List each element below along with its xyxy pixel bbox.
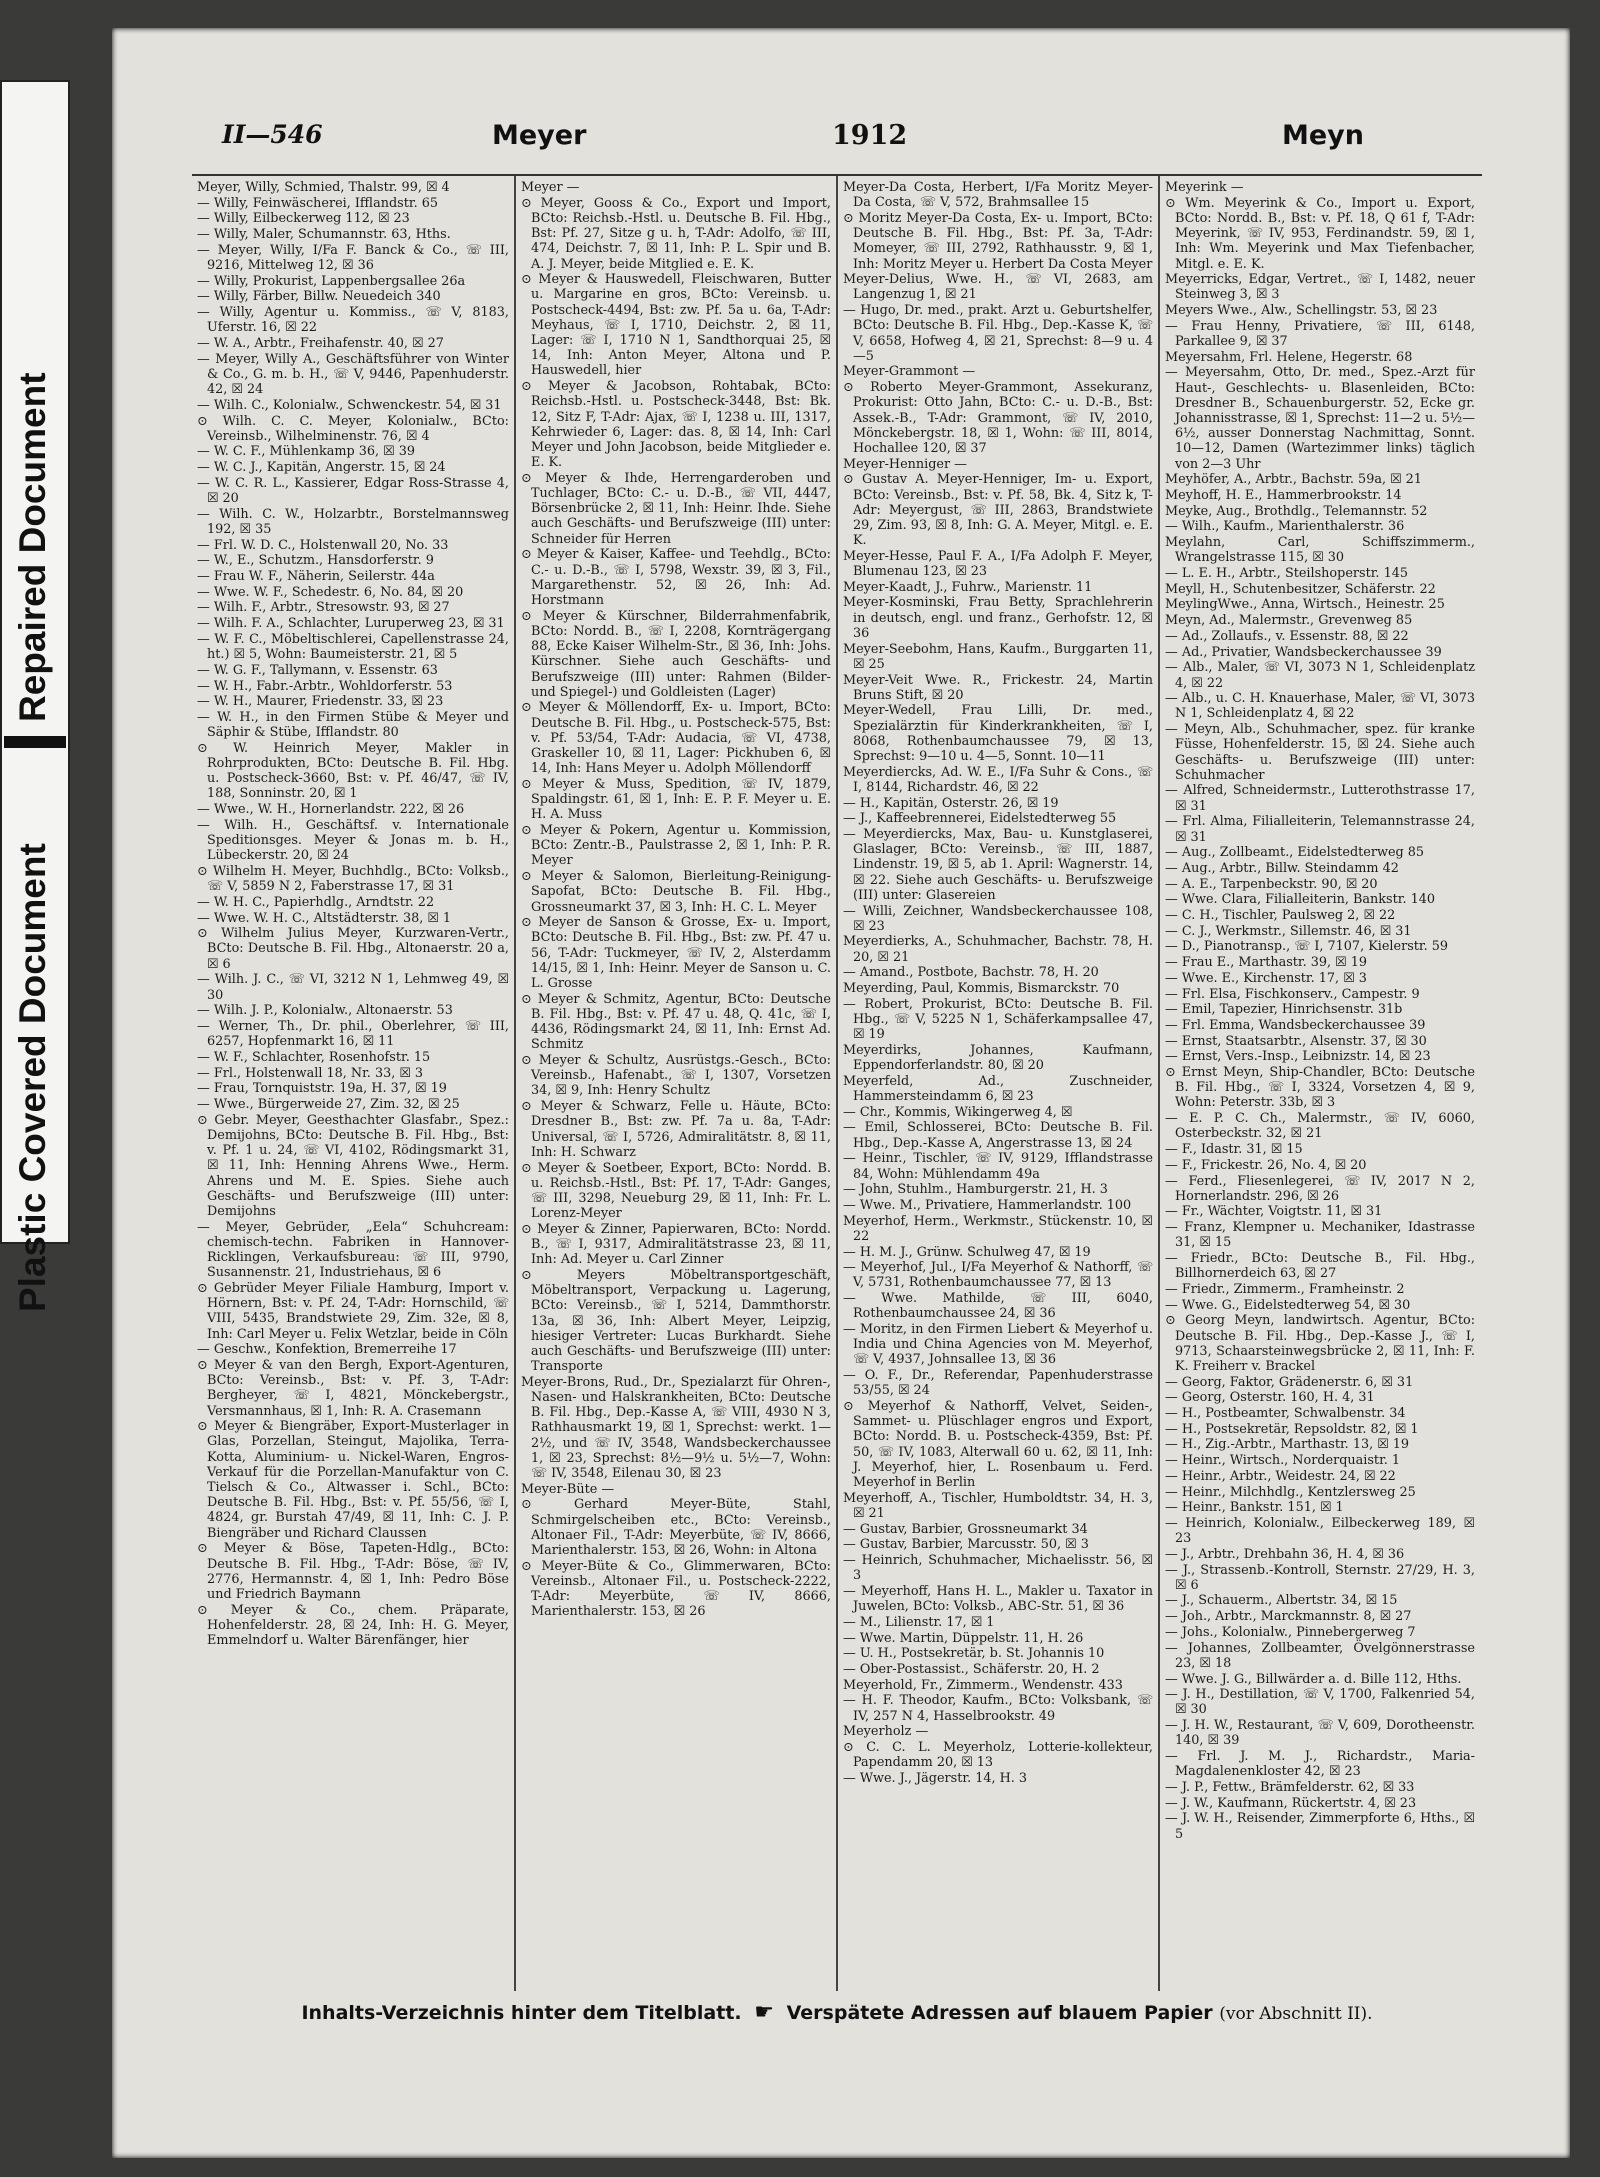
directory-entry: — Franz, Klempner u. Mechaniker, Idastrasse 31, ☒ 15 — [1165, 1220, 1475, 1251]
header-left-word: Meyer — [492, 120, 587, 151]
directory-entry: Meyersahm, Frl. Helene, Hegerstr. 68 — [1165, 349, 1413, 365]
directory-entry: — Wwe. G., Eidelstedterweg 54, ☒ 30 — [1165, 1297, 1411, 1313]
directory-entry: ⊙ Meyer & Kürschner, Bilderrahmenfabrik, BCto: Nordd. B., ☏ I, 2208, Kornträgergang 88, Ecke Kaiser Wilhelm-Str., ☒ 36, Inh: Johs. Kürschner. Siehe auch Geschäfts- und Berufszweige (III) unter: Rahmen (Bilder- und Spiegel-) und Goldleisten (Lager) — [521, 608, 831, 700]
directory-entry: Meyer-Brons, Rud., Dr., Spezialarzt für Ohren-, Nasen- und Halskrankheiten, BCto: Deutsche B. Fil. Hbg., Dep.-Kasse A, ☏ VIII, 4930 N 3, Rathhausmarkt 19, ☒ 1, Sprechst: werkt. 1—2½, und ☏ IV, 3548, Wandsbeckerchaussee 1, ☒ 23, Sprechst: 8½—9½ u. 5½—7, Wohn: ☏ IV, 3548, Eilenau 30, ☒ 23 — [521, 1374, 831, 1482]
directory-entry: Meyer-Delius, Wwe. H., ☏ VI, 2683, am Langenzug 1, ☒ 21 — [843, 272, 1153, 303]
directory-entry: — A. E., Tarpenbeckstr. 90, ☒ 20 — [1165, 876, 1378, 892]
footer-text-right: Verspätete Adressen auf blauem Papier — [786, 2002, 1213, 2024]
directory-entry: Meyer-Grammont — — [843, 364, 976, 380]
side-label-divider — [4, 736, 66, 748]
directory-entry: — Frau, Tornquiststr. 19a, H. 37, ☒ 19 — [197, 1081, 447, 1097]
directory-entry: — J., Kaffeebrennerei, Eidelstedterweg 55 — [843, 811, 1117, 827]
directory-entry: MeylingWwe., Anna, Wirtsch., Heinestr. 25 — [1165, 597, 1445, 613]
directory-entry: ⊙ Meyer & Muss, Spedition, ☏ IV, 1879, Spaldingstr. 61, ☒ 1, Inh: E. P. F. Meyer u. E. H. A. Muss — [521, 776, 831, 823]
directory-entry: — Wilh. C. W., Holzarbtr., Borstelmannsweg 192, ☒ 35 — [197, 506, 509, 537]
directory-entry: ⊙ Gebrüder Meyer Filiale Hamburg, Import v. Hörnern, Bst: v. Pf. 24, T-Adr: Hornschild, ☏ VIII, 5435, Brandstwiete 29, Zim. 32e, ☒ 8, Inh: Carl Meyer u. Felix Wetzlar, beide in Cöln — [197, 1280, 509, 1342]
directory-entry: — Johs., Kolonialw., Pinnebergerweg 7 — [1165, 1624, 1416, 1640]
column-3 — [836, 176, 1158, 1991]
directory-entry: — Wilh. C., Kolonialw., Schwenckestr. 54, ☒ 31 — [197, 397, 502, 413]
directory-entry: ⊙ Meyers Möbeltransportgeschäft, Möbeltransport, Verpackung u. Lagerung, BCto: Vereinsb., ☏ I, 5214, Dammthorstr. 13a, ☒ 36, Inh: Albert Meyer, Leipzig, hiesiger Vertreter: Lucas Burkhardt. Siehe auch Geschäfts- und Berufszweige (III) unter: Transporte — [521, 1267, 831, 1375]
directory-entry: Meyerhof, Herm., Werkmstr., Stückenstr. 10, ☒ 22 — [843, 1213, 1153, 1244]
directory-entry: — Meyerdiercks, Max, Bau- u. Kunstglaserei, Glaslager, BCto: Vereinsb., ☏ III, 1887, Lindenstr. 19, ☒ 5, ab 1. April: Wagnerstr. 14, ☒ 22. Siehe auch Geschäfts- u. Berufszweige (III) unter: Glasereien — [843, 827, 1153, 903]
directory-entry: Meyer, Willy, Schmied, Thalstr. 99, ☒ 4 — [197, 180, 450, 195]
directory-entry: — W. C. R. L., Kassierer, Edgar Ross-Strasse 4, ☒ 20 — [197, 475, 509, 507]
side-label-strip — [0, 80, 70, 1312]
directory-entry: — Heinr., Wirtsch., Norderquaistr. 1 — [1165, 1453, 1401, 1469]
directory-entry: — J., Arbtr., Drehbahn 36, H. 4, ☒ 36 — [1165, 1546, 1405, 1562]
directory-entry: — Friedr., BCto: Deutsche B., Fil. Hbg., Billhornerdeich 63, ☒ 27 — [1165, 1251, 1475, 1282]
directory-entry: — Wwe., Bürgerweide 27, Zim. 32, ☒ 25 — [197, 1096, 460, 1112]
directory-entry: — Joh., Arbtr., Marckmannstr. 8, ☒ 27 — [1165, 1609, 1412, 1625]
directory-entry: — Frl., Holstenwall 18, Nr. 33, ☒ 3 — [197, 1065, 424, 1081]
directory-entry: — Meyer, Willy A., Geschäftsführer von Winter & Co., G. m. b. H., ☏ V, 9446, Papenhuderstr. 42, ☒ 24 — [197, 351, 509, 398]
directory-entry: Meyer-Seebohm, Hans, Kaufm., Burggarten 11, ☒ 25 — [843, 641, 1153, 672]
running-header — [192, 120, 1482, 170]
directory-entry: — W. F. C., Möbeltischlerei, Capellenstrasse 24, ht.) ☒ 5, Wohn: Baumeisterstr. 21, ☒ 5 — [197, 631, 509, 663]
directory-entry: — C. J., Werkmstr., Sillemstr. 46, ☒ 31 — [1165, 923, 1412, 939]
directory-entry: — Geschw., Konfektion, Bremerreihe 17 — [197, 1342, 457, 1358]
directory-entry: — Frl. J. M. J., Richardstr., Maria-Magdalenenkloster 42, ☒ 23 — [1165, 1749, 1475, 1780]
page-content — [192, 120, 1482, 2070]
directory-entry: — Ernst, Vers.-Insp., Leibnizstr. 14, ☒ 23 — [1165, 1049, 1431, 1065]
directory-entry: — Wilh. H., Geschäftsf. v. Internationale Speditionsges. Meyer & Jonas m. b. H., Lübeckerstr. 20, ☒ 24 — [197, 817, 509, 864]
footer-text-left: Inhalts-Verzeichnis hinter dem Titelblatt. — [301, 2002, 742, 2024]
directory-entry: ⊙ Wilhelm H. Meyer, Buchhdlg., BCto: Volksb., ☏ V, 5859 N 2, Faberstrasse 17, ☒ 31 — [197, 863, 509, 895]
directory-entry: ⊙ Meyer & Jacobson, Rohtabak, BCto: Reichsb.-Hstl. u. Postscheck-3448, Bst: Bk. 12, Sitz F, T-Adr: Ajax, ☏ I, 1238 u. III, 1317, Kehrwieder 6, Lager: das. 8, ☒ 14, Inh: Carl Meyer und John Jacobson, beide Mitglieder e. E. K. — [521, 379, 831, 471]
column-4 — [1158, 176, 1480, 1991]
directory-entry: — F., Frickestr. 26, No. 4, ☒ 20 — [1165, 1157, 1367, 1173]
directory-entry: — Wwe. W. F., Schedestr. 6, No. 84, ☒ 20 — [197, 584, 464, 600]
directory-entry: — J., Schauerm., Albertstr. 34, ☒ 15 — [1165, 1593, 1398, 1609]
directory-entry: Meyer-Da Costa, Herbert, I/Fa Moritz Meyer-Da Costa, ☏ V, 572, Brahmsallee 15 — [843, 180, 1153, 211]
directory-entry: — Gustav, Barbier, Grossneumarkt 34 — [843, 1521, 1088, 1537]
directory-entry: Meyerfeld, Ad., Zuschneider, Hammersteindamm 6, ☒ 23 — [843, 1073, 1153, 1104]
directory-entry: ⊙ Meyer & Biengräber, Export-Musterlager in Glas, Porzellan, Steingut, Majolika, Terra-Kotta, Aluminium- u. Nickel-Waren, Engros-Verkauf für die Porzellan-Manufaktur von C. Tielsch & Co., Altwasser i. Schl., BCto: Deutsche B. Fil. Hbg., Bst: v. Pf. 55/56, ☏ I, 4824, gr. Burstah 47/49, ☒ 11, Inh: C. J. P. Biengräber und Richard Claussen — [197, 1419, 509, 1541]
directory-entry: — Georg, Osterstr. 160, H. 4, 31 — [1165, 1390, 1375, 1406]
directory-entry: — Meyer, Willy, I/Fa F. Banck & Co., ☏ III, 9216, Mittelweg 12, ☒ 36 — [197, 242, 509, 274]
directory-entry: — W. A., Arbtr., Freihafenstr. 40, ☒ 27 — [197, 336, 444, 352]
directory-entry: — L. E. H., Arbtr., Steilshoperstr. 145 — [1165, 566, 1408, 582]
directory-entry: ⊙ Meyer & Böse, Tapeten-Hdlg., BCto: Deutsche B. Fil. Hbg., T-Adr: Böse, ☏ IV, 2776, Hermannstr. 4, ☒ 1, Inh: Pedro Böse und Friedrich Baymann — [197, 1541, 509, 1602]
directory-entry: — Emil, Schlosserei, BCto: Deutsche B. Fil. Hbg., Dep.-Kasse A, Angerstrasse 13, ☒ 24 — [843, 1120, 1153, 1151]
directory-entry: — Willy, Agentur u. Kommiss., ☏ V, 8183, Uferstr. 16, ☒ 22 — [197, 305, 509, 336]
directory-entry: — W. F., Schlachter, Rosenhofstr. 15 — [197, 1049, 431, 1065]
directory-entry: Meyerdirks, Johannes, Kaufmann, Eppendorferlandstr. 80, ☒ 20 — [843, 1042, 1153, 1074]
directory-entry: — H. F. Theodor, Kaufm., BCto: Volksbank, ☏ IV, 257 N 4, Hasselbrookstr. 49 — [843, 1693, 1153, 1724]
directory-entry: — Meyerhof, Jul., I/Fa Meyerhof & Nathorff, ☏ V, 5731, Rothenbaumchaussee 77, ☒ 13 — [843, 1260, 1153, 1291]
directory-entry: ⊙ Ernst Meyn, Ship-Chandler, BCto: Deutsche B. Fil. Hbg., ☏ I, 3324, Vorsetzen 4, ☒ 9, Wohn: Peterstr. 33b, ☒ 3 — [1165, 1065, 1475, 1111]
directory-entry: Meyke, Aug., Brothdlg., Telemannstr. 52 — [1165, 503, 1428, 519]
directory-entry: — Wwe. Martin, Düppelstr. 11, H. 26 — [843, 1630, 1084, 1646]
directory-entry: ⊙ Meyer & Kaiser, Kaffee- und Teehdlg., BCto: C.- u. D.-B., ☏ I, 5798, Wexstr. 39, ☒ 3, Fil., Margarethenstr. 52, ☒ 26, Inh: Ad. Horstmann — [521, 547, 831, 608]
directory-entry: — Meyn, Alb., Schuhmacher, spez. für kranke Füsse, Hohenfelderstr. 15, ☒ 24. Siehe auch Geschäfts- u. Berufszweige (III) unter: Schuhmacher — [1165, 722, 1475, 783]
directory-entry: — Heinrich, Kolonialw., Eilbeckerweg 189, ☒ 23 — [1165, 1515, 1475, 1547]
side-label-plastic: Plastic Covered Document — [12, 843, 53, 1312]
directory-entry: Meyer-Kosminski, Frau Betty, Sprachlehrerin in deutsch, engl. und franz., Gerhofstr. 12, ☒ 36 — [843, 595, 1153, 641]
directory-entry: — Frl. Emma, Wandsbeckerchaussee 39 — [1165, 1017, 1426, 1033]
directory-entry: ⊙ Meyer & Ihde, Herrengarderoben und Tuchlager, BCto: C.- u. D.-B., ☏ VII, 4447, Börsenbrücke 2, ☒ 11, Inh: Heinr. Ihde. Siehe auch Geschäfts- und Berufszweige (III) unter: Schneider für Herren — [521, 470, 831, 547]
header-right-word: Meyn — [1282, 120, 1365, 151]
directory-entry: — Frl. Elsa, Fischkonserv., Campestr. 9 — [1165, 986, 1420, 1002]
columns — [192, 174, 1482, 1991]
directory-entry: Meyer-Büte — — [521, 1481, 615, 1497]
directory-entry: ⊙ Wilh. C. C. Meyer, Kolonialw., BCto: Vereinsb., Wilhelminenstr. 76, ☒ 4 — [197, 413, 509, 444]
directory-entry: — W. H., Maurer, Friedenstr. 33, ☒ 23 — [197, 694, 444, 710]
directory-entry: — Ad., Zollaufs., v. Essenstr. 88, ☒ 22 — [1165, 628, 1409, 644]
directory-entry: — Willy, Prokurist, Lappenbergsallee 26a — [197, 273, 466, 289]
directory-entry: ⊙ Meyer & van den Bergh, Export-Agenturen, BCto: Vereinsb., Bst: v. Pf. 3, T-Adr: Bergheyer, ☏ I, 4821, Mönckebergstr., Versmannhaus, ☒ 1, Inh: R. A. Crasemann — [197, 1357, 509, 1419]
directory-entry: — Alb., u. C. H. Knauerhase, Maler, ☏ VI, 3073 N 1, Schleidenplatz 4, ☒ 22 — [1165, 691, 1475, 722]
directory-page — [112, 28, 1570, 2158]
directory-entry: ⊙ Meyer & Schultz, Ausrüstgs.-Gesch., BCto: Vereinsb., Hafenabt., ☏ I, 1307, Vorsetzen 34, ☒ 9, Inh: Henry Schultz — [521, 1053, 831, 1099]
directory-entry: — W. H. C., Papierhdlg., Arndtstr. 22 — [197, 894, 435, 910]
directory-entry: ⊙ Meyer & Pokern, Agentur u. Kommission, BCto: Zentr.-B., Paulstrasse 2, ☒ 1, Inh: P. R. Meyer — [521, 823, 831, 869]
directory-entry: — Robert, Prokurist, BCto: Deutsche B. Fil. Hbg., ☏ V, 5225 N 1, Schäferkampsallee 47, ☒ 19 — [843, 996, 1153, 1043]
directory-entry: — Aug., Arbtr., Billw. Steindamm 42 — [1165, 860, 1399, 876]
directory-entry: ⊙ Gustav A. Meyer-Henniger, Im- u. Export, BCto: Vereinsb., Bst: v. Pf. 58, Bk. 4, Sitz k, T-Adr: Meyergust, ☏ III, 2863, Brandstwiete 29, Zim. 93, ☒ 8, Inh: G. A. Meyer, Mitgl. e. E. K. — [843, 472, 1153, 549]
directory-entry: ⊙ Meyer & Salomon, Bierleitung-Reinigung-Sapofat, BCto: Deutsche B. Fil. Hbg., Grossneumarkt 37, ☒ 3, Inh: H. C. L. Meyer — [521, 869, 831, 915]
directory-entry: Meyerholz — — [843, 1724, 929, 1740]
directory-entry: ⊙ Georg Meyn, landwirtsch. Agentur, BCto: Deutsche B. Fil. Hbg., Dep.-Kasse J., ☏ I, 9713, Schaarsteinwegsbrücke 2, ☒ 11, Inh: F. K. Freiherr v. Brackel — [1165, 1313, 1475, 1374]
page-footer — [192, 2000, 1482, 2034]
directory-entry: Meyerding, Paul, Kommis, Bismarckstr. 70 — [843, 981, 1120, 997]
directory-entry: — H., Zig.-Arbtr., Marthastr. 13, ☒ 19 — [1165, 1437, 1410, 1453]
directory-entry: ⊙ Meyer & Schmitz, Agentur, BCto: Deutsche B. Fil. Hbg., Bst: v. Pf. 47 u. 48, Q. 41c, ☏ I, 4436, Rödingsmarkt 24, ☒ 11, Inh: Ernst Ad. Schmitz — [521, 991, 831, 1053]
directory-entry: — E. P. C. Ch., Malermstr., ☏ IV, 6060, Osterbeckstr. 32, ☒ 21 — [1165, 1111, 1475, 1142]
directory-entry: — Ferd., Fliesenlegerei, ☏ IV, 2017 N 2, Hornerlandstr. 296, ☒ 26 — [1165, 1173, 1475, 1204]
directory-entry: — Fr., Wächter, Voigtstr. 11, ☒ 31 — [1165, 1204, 1383, 1220]
directory-entry: — Heinr., Arbtr., Weidestr. 24, ☒ 22 — [1165, 1468, 1396, 1484]
directory-entry: ⊙ Meyer & Hauswedell, Fleischwaren, Butter u. Margarine en gros, BCto: Vereinsb. u. Postscheck-4494, Bst: zw. Pf. 5a u. 6a, T-Adr: Meyhaus, ☏ I, 1710, Deichstr. 2, ☒ 11, Lager: ☏ I, 1710 N 1, Sandthorquai 25, ☒ 14, Inh: Anton Meyer, Altona und P. Hauswedell, hier — [521, 272, 831, 379]
directory-entry: — Moritz, in den Firmen Liebert & Meyerhof u. India und China Agencies von M. Meyerhof, ☏ V, 4937, Johnsallee 13, ☒ 36 — [843, 1322, 1153, 1368]
directory-entry: — W. G. F., Tallymann, v. Essenstr. 63 — [197, 662, 438, 678]
directory-entry: Meyerhoff, A., Tischler, Humboldtstr. 34, H. 3, ☒ 21 — [843, 1490, 1153, 1521]
directory-entry: ⊙ W. Heinrich Meyer, Makler in Rohrprodukten, BCto: Deutsche B. Fil. Hbg. u. Postscheck-3660, Bst: v. Pf. 46/47, ☏ IV, 188, Sonninstr. 20, ☒ 1 — [197, 740, 509, 802]
directory-entry: ⊙ Meyer & Zinner, Papierwaren, BCto: Nordd. B., ☏ I, 9317, Admiralitätstrasse 23, ☒ 11, Inh: Ad. Meyer u. Carl Zinner — [521, 1221, 831, 1268]
directory-entry: — Wwe. Clara, Filialleiterin, Bankstr. 140 — [1165, 892, 1436, 908]
directory-entry: — W., E., Schutzm., Hansdorferstr. 9 — [197, 553, 434, 569]
directory-entry: — Meyerhoff, Hans H. L., Makler u. Taxator in Juwelen, BCto: Volksb., ABC-Str. 51, ☒ 36 — [843, 1583, 1153, 1615]
directory-entry: Meyhöfer, A., Arbtr., Bachstr. 59a, ☒ 21 — [1165, 472, 1422, 488]
directory-entry: — W. H., Fabr.-Arbtr., Wohldorferstr. 53 — [197, 678, 453, 694]
directory-entry: ⊙ Meyer & Co., chem. Präparate, Hohenfelderstr. 28, ☒ 24, Inh: H. G. Meyer, Emmelndorf u. Walter Bärenfänger, hier — [197, 1602, 509, 1649]
directory-entry: — Wwe., W. H., Hornerlandstr. 222, ☒ 26 — [197, 802, 465, 818]
directory-entry: — Aug., Zollbeamt., Eidelstedterweg 85 — [1165, 845, 1425, 861]
directory-entry: ⊙ Wm. Meyerink & Co., Import u. Export, BCto: Nordd. B., Bst: v. Pf. 18, Q 61 f, T-Adr: Meyerink, ☏ IV, 953, Ferdinandstr. 59, ☒ 1, Inh: Wm. Meyerink und Max Tiefenbacher, Mitgl. e. E. K. — [1165, 195, 1475, 272]
directory-entry: Meyer-Wedell, Frau Lilli, Dr. med., Spezialärztin für Kinderkrankheiten, ☏ I, 8068, Rothenbaumchaussee 79, ☒ 13, Sprechst: 9—10 u. 4—5, Sonnt. 10—11 — [843, 703, 1153, 765]
directory-entry: — Heinr., Bankstr. 151, ☒ 1 — [1165, 1500, 1344, 1516]
directory-entry: — U. H., Postsekretär, b. St. Johannis 10 — [843, 1646, 1105, 1662]
directory-entry: — Willy, Färber, Billw. Neuedeich 340 — [197, 289, 441, 305]
directory-entry: Meyer-Kaadt, J., Fuhrw., Marienstr. 11 — [843, 579, 1093, 595]
directory-entry: — Frl. W. D. C., Holstenwall 20, No. 33 — [197, 537, 449, 553]
directory-entry: — C. H., Tischler, Paulsweg 2, ☒ 22 — [1165, 908, 1396, 924]
directory-entry: — Ernst, Staatsarbtr., Alsenstr. 37, ☒ 30 — [1165, 1033, 1427, 1049]
directory-entry: — Frau W. F., Näherin, Seilerstr. 44a — [197, 569, 435, 585]
side-label-repaired: Repaired Document — [12, 372, 53, 722]
directory-entry: ⊙ Meyerhof & Nathorff, Velvet, Seiden-, Sammet- u. Plüschlager engros und Export, BCto: Nordd. B. u. Postscheck-4359, Bst: Pf. 50, ☏ IV, 1083, Alterwall 60 u. 62, ☒ 11, Inh: J. Meyerhof, hier, L. Rosenbaum u. Ferd. Meyerhof in Berlin — [843, 1399, 1153, 1491]
directory-entry: — Heinr., Milchhdlg., Kentzlersweg 25 — [1165, 1484, 1416, 1500]
directory-entry: — Willy, Feinwäscherei, Ifflandstr. 65 — [197, 195, 439, 211]
directory-entry: Meyers Wwe., Alw., Schellingstr. 53, ☒ 23 — [1165, 303, 1438, 319]
directory-entry: — Wwe. J. G., Billwärder a. d. Bille 112, Hths. — [1165, 1671, 1462, 1687]
column-2 — [514, 176, 836, 1991]
directory-entry: — Wwe. Mathilde, ☏ III, 6040, Rothenbaumchaussee 24, ☒ 36 — [843, 1291, 1153, 1322]
directory-entry: — H., Kapitän, Osterstr. 26, ☒ 19 — [843, 795, 1059, 811]
directory-entry: — Willy, Eilbeckerweg 112, ☒ 23 — [197, 211, 410, 227]
directory-entry: — Willi, Zeichner, Wandsbeckerchaussee 108, ☒ 23 — [843, 903, 1153, 934]
directory-entry: — Alfred, Schneidermstr., Lutterothstrasse 17, ☒ 31 — [1165, 783, 1475, 814]
directory-entry: — Wwe. E., Kirchenstr. 17, ☒ 3 — [1165, 970, 1367, 986]
directory-entry: ⊙ Meyer & Soetbeer, Export, BCto: Nordd. B. u. Reichsb.-Hstl., Bst: Pf. 17, T-Adr: Ganges, ☏ III, 3298, Neueburg 29, ☒ 11, Inh: Fr. L. Lorenz-Meyer — [521, 1160, 831, 1222]
directory-entry: Meyhoff, H. E., Hammerbrookstr. 14 — [1165, 488, 1402, 504]
directory-entry: Meyer-Hesse, Paul F. A., I/Fa Adolph F. Meyer, Blumenau 123, ☒ 23 — [843, 548, 1153, 580]
directory-entry: — Friedr., Zimmerm., Framheinstr. 2 — [1165, 1281, 1405, 1297]
directory-entry: — H. M. J., Grünw. Schulweg 47, ☒ 19 — [843, 1244, 1091, 1260]
directory-entry: Meyerhold, Fr., Zimmerm., Wendenstr. 433 — [843, 1677, 1123, 1693]
directory-entry: — Willy, Maler, Schumannstr. 63, Hths. — [197, 227, 451, 243]
directory-entry: — Frl. Alma, Filialleiterin, Telemannstrasse 24, ☒ 31 — [1165, 814, 1475, 845]
directory-entry: — Ad., Privatier, Wandsbeckerchaussee 39 — [1165, 644, 1442, 660]
directory-entry: Meyer — — [521, 180, 580, 195]
directory-entry: Meyerdierks, A., Schuhmacher, Bachstr. 78, H. 20, ☒ 21 — [843, 934, 1153, 965]
header-year: 1912 — [832, 120, 908, 151]
directory-entry: — J. H. W., Restaurant, ☏ V, 609, Dorotheenstr. 140, ☒ 39 — [1165, 1718, 1475, 1749]
directory-entry: — Wilh. J. P., Kolonialw., Altonaerstr. 53 — [197, 1003, 453, 1019]
page-number: II—546 — [222, 120, 323, 149]
directory-entry: — Wwe. W. H. C., Altstädterstr. 38, ☒ 1 — [197, 910, 452, 926]
directory-entry: Meyerdiercks, Ad. W. E., I/Fa Suhr & Cons., ☏ I, 8144, Richardstr. 46, ☒ 22 — [843, 764, 1153, 795]
directory-entry: — Hugo, Dr. med., prakt. Arzt u. Geburtshelfer, BCto: Deutsche B. Fil. Hbg., Dep.-Kasse K, ☏ V, 6658, Hofweg 4, ☒ 21, Sprechst: 8—9 u. 4—5 — [843, 303, 1153, 364]
directory-entry: — O. F., Dr., Referendar, Papenhuderstrasse 53/55, ☒ 24 — [843, 1368, 1153, 1399]
directory-entry: ⊙ Meyer, Gooss & Co., Export und Import, BCto: Reichsb.-Hstl. u. Deutsche B. Fil. Hbg., Bst: Pf. 27, Sitze g u. h, T-Adr: Adolfo, ☏ III, 474, Deichstr. 7, ☒ 11, Inh: P. L. Spir und B. A. J. Meyer, beide Mitglied e. E. K. — [521, 195, 831, 272]
directory-entry: — Frau E., Marthastr. 39, ☒ 19 — [1165, 955, 1368, 971]
directory-entry: — Chr., Kommis, Wikingerweg 4, ☒ — [843, 1104, 1073, 1120]
directory-entry: — W. C. F., Mühlenkamp 36, ☒ 39 — [197, 444, 415, 460]
directory-entry: — M., Lilienstr. 17, ☒ 1 — [843, 1614, 995, 1630]
directory-entry: ⊙ Moritz Meyer-Da Costa, Ex- u. Import, BCto: Deutsche B. Fil. Hbg., Bst: Pf. 3a, T-Adr: Momeyer, ☏ III, 2792, Rathhausstr. 9, ☒ 1, Inh: Moritz Meyer u. Herbert Da Costa Meyer — [843, 210, 1153, 272]
directory-entry: ⊙ Wilhelm Julius Meyer, Kurzwaren-Vertr., BCto: Deutsche B. Fil. Hbg., Altonaerstr. 20 a, ☒ 6 — [197, 926, 509, 972]
directory-entry: ⊙ Gerhard Meyer-Büte, Stahl, Schmirgelscheiben etc., BCto: Vereinsb., Altonaer Fil., T-Adr: Meyerbüte, ☏ IV, 8666, Marienthalerstr. 153, ☒ 26, Wohn: in Altona — [521, 1497, 831, 1559]
directory-entry: — Meyer, Gebrüder, „Eela“ Schuhcream: chemisch-techn. Fabriken in Hannover-Ricklingen, Verkaufsbureau: ☏ III, 9790, Susannenstr. 21, Industriehaus, ☒ 6 — [197, 1219, 509, 1281]
directory-entry: — Alb., Maler, ☏ VI, 3073 N 1, Schleidenplatz 4, ☒ 22 — [1165, 660, 1475, 691]
directory-entry: ⊙ Meyer & Möllendorff, Ex- u. Import, BCto: Deutsche B. Fil. Hbg., u. Postscheck-575, Bst: v. Pf. 53/54, T-Adr: Audacia, ☏ VI, 4738, Graskeller 10, ☒ 11, Lager: Pickhuben 6, ☒ 14, Inh: Hans Meyer u. Adolph Möllendorff — [521, 700, 831, 777]
directory-entry: — Wwe. J., Jägerstr. 14, H. 3 — [843, 1770, 1028, 1786]
directory-entry: ⊙ Meyer de Sanson & Grosse, Ex- u. Import, BCto: Deutsche B. Fil. Hbg., Bst: zw. Pf. 47 u. 56, T-Adr: Tuckmeyer, ☏ IV, 2, Alsterdamm 14/15, ☒ 1, Inh: Heinr. Meyer de Sanson u. C. L. Grosse — [521, 915, 831, 992]
directory-entry: ⊙ Meyer-Büte & Co., Glimmerwaren, BCto: Vereinsb., Altonaer Fil., u. Postscheck-2222, T-Adr: Meyerbüte, ☏ IV, 8666, Marienthalerstr. 153, ☒ 26 — [521, 1558, 831, 1620]
column-1 — [192, 176, 514, 1991]
directory-entry: — Amand., Postbote, Bachstr. 78, H. 20 — [843, 965, 1099, 981]
directory-entry: Meyn, Ad., Malermstr., Grevenweg 85 — [1165, 613, 1413, 629]
directory-entry: — Wilh. F. A., Schlachter, Luruperweg 23, ☒ 31 — [197, 616, 505, 632]
directory-entry: — F., Idastr. 31, ☒ 15 — [1165, 1142, 1303, 1158]
directory-entry: — Gustav, Barbier, Marcusstr. 50, ☒ 3 — [843, 1537, 1089, 1553]
directory-entry: — Emil, Tapezier, Hinrichsenstr. 31b — [1165, 1002, 1403, 1018]
directory-entry: ⊙ Roberto Meyer-Grammont, Assekuranz, Prokurist: Otto Jahn, BCto: C.- u. D.-B., Bst: Assek.-B., T-Adr: Grammont, ☏ IV, 2010, Mönckebergstr. 18, ☒ 1, Wohn: ☏ III, 8014, Hochallee 120, ☒ 37 — [843, 380, 1153, 456]
directory-entry: — H., Postbeamter, Schwalbenstr. 34 — [1165, 1406, 1406, 1422]
directory-entry: — Georg, Faktor, Grädenerstr. 6, ☒ 31 — [1165, 1374, 1414, 1390]
directory-entry: Meyerink — — [1165, 180, 1244, 195]
directory-entry: Meyer-Veit Wwe. R., Frickestr. 24, Martin Bruns Stift, ☒ 20 — [843, 672, 1153, 703]
directory-entry: — Frau Henny, Privatiere, ☏ III, 6148, Parkallee 9, ☒ 37 — [1165, 318, 1475, 350]
directory-entry: ⊙ Meyer & Schwarz, Felle u. Häute, BCto: Dresdner B., Bst: zw. Pf. 7a u. 8a, T-Adr: Universal, ☏ I, 5726, Admiralitätstr. 8, ☒ 11, Inh: H. Schwarz — [521, 1099, 831, 1160]
directory-entry: — Meyersahm, Otto, Dr. med., Spez.-Arzt für Haut-, Geschlechts- u. Blasenleiden, BCto: Dresdner B., Schauenburgerstr. 52, Ecke gr. Johannisstrasse, ☒ 1, Sprechst: 11—2 u. 5½—6½, ausser Donnerstag Nachmittag, Sonnt. 10—12, Damen (Wartezimmer links) täglich von 2—3 Uhr — [1165, 365, 1475, 472]
directory-entry: — Heinr., Tischler, ☏ IV, 9129, Ifflandstrasse 84, Wohn: Mühlendamm 49a — [843, 1151, 1153, 1182]
directory-entry: — Wilh. J. C., ☏ VI, 3212 N 1, Lehmweg 49, ☒ 30 — [197, 972, 509, 1003]
directory-entry: — Wwe. M., Privatiere, Hammerlandstr. 100 — [843, 1197, 1132, 1213]
footer-note: (vor Abschnitt II). — [1219, 2004, 1373, 2024]
directory-entry: Meyerricks, Edgar, Vertret., ☏ I, 1482, neuer Steinweg 3, ☒ 3 — [1165, 272, 1475, 303]
directory-entry: — Heinrich, Schuhmacher, Michaelisstr. 56, ☒ 3 — [843, 1553, 1153, 1584]
directory-entry: — Wilh. F., Arbtr., Stresowstr. 93, ☒ 27 — [197, 600, 450, 616]
directory-entry: — H., Postsekretär, Repsoldstr. 82, ☒ 1 — [1165, 1421, 1419, 1437]
directory-entry: — D., Pianotransp., ☏ I, 7107, Kielerstr. 59 — [1165, 939, 1449, 955]
directory-entry: — Werner, Th., Dr. phil., Oberlehrer, ☏ III, 6257, Hopfenmarkt 16, ☒ 11 — [197, 1018, 509, 1050]
directory-entry: — J. H., Destillation, ☏ V, 1700, Falkenried 54, ☒ 30 — [1165, 1687, 1475, 1718]
directory-entry: ⊙ C. C. L. Meyerholz, Lotterie-kollekteur, Papendamm 20, ☒ 13 — [843, 1740, 1153, 1771]
pointing-hand-icon: ☛ — [754, 2000, 774, 2025]
directory-entry: — Wilh., Kaufm., Marienthalerstr. 36 — [1165, 519, 1405, 535]
directory-entry: Meylahn, Carl, Schiffszimmerm., Wrangelstrasse 115, ☒ 30 — [1165, 535, 1475, 566]
directory-entry: ⊙ Gebr. Meyer, Geesthachter Glasfabr., Spez.: Demijohns, BCto: Deutsche B. Fil. Hbg., Bst: v. Pf. 1 u. 24, ☏ VI, 4102, Rödingsmarkt 31, ☒ 11, Inh: Henning Ahrens Wwe., Herm. Ahrens und M. E. Spies. Siehe auch Geschäfts- und Berufszweige (III) unter: Demijohns — [197, 1112, 509, 1219]
directory-entry: — W. H., in den Firmen Stübe & Meyer und Säphir & Stübe, Ifflandstr. 80 — [197, 709, 509, 741]
directory-entry: Meyer-Henniger — — [843, 456, 967, 472]
directory-entry: — W. C. J., Kapitän, Angerstr. 15, ☒ 24 — [197, 460, 446, 476]
directory-entry: — J., Strassenb.-Kontroll, Sternstr. 27/29, H. 3, ☒ 6 — [1165, 1562, 1475, 1593]
directory-entry: — J. W. H., Reisender, Zimmerpforte 6, Hths., ☒ 5 — [1165, 1811, 1475, 1842]
directory-entry: — J. W., Kaufmann, Rückertstr. 4, ☒ 23 — [1165, 1795, 1417, 1811]
directory-entry: — Johannes, Zollbeamter, Övelgönnerstrasse 23, ☒ 18 — [1165, 1640, 1475, 1671]
directory-entry: — J. P., Fettw., Brämfelderstr. 62, ☒ 33 — [1165, 1779, 1415, 1795]
directory-entry: — John, Stuhlm., Hamburgerstr. 21, H. 3 — [843, 1182, 1108, 1198]
directory-entry: — Ober-Postassist., Schäferstr. 20, H. 2 — [843, 1662, 1100, 1677]
directory-entry: Meyll, H., Schutenbesitzer, Schäferstr. 22 — [1165, 581, 1436, 597]
